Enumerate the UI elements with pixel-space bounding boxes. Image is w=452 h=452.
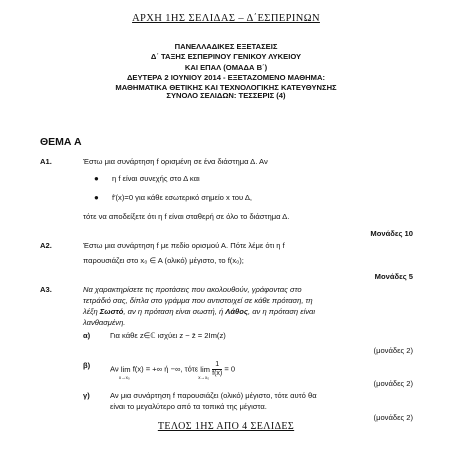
item-label-beta: β)	[83, 361, 91, 370]
limit-symbol: lim	[200, 364, 210, 374]
a3-line-3-part: λέξη	[83, 307, 100, 316]
fraction-numerator: 1	[212, 361, 222, 370]
keyword-wrong: Λάθος	[225, 307, 248, 316]
page-footer: ΤΕΛΟΣ 1ΗΣ ΑΠΟ 4 ΣΕΛΙΔΕΣ	[157, 421, 295, 432]
a3-line-3	[83, 307, 315, 317]
page-top-header: ΑΡΧΗ 1ΗΣ ΣΕΛΙΔΑΣ – Δ΄ΕΣΠΕΡΙΝΩΝ	[132, 13, 320, 24]
exam-header-line: ΜΑΘΗΜΑΤΙΚΑ ΘΕΤΙΚΗΣ ΚΑΙ ΤΕΧΝΟΛΟΓΙΚΗΣ ΚΑΤΕΥΘΥΝΣΗΣ	[115, 82, 337, 92]
a3-line-3-part: , αν η πρόταση είναι	[247, 307, 316, 316]
a1-bullet-2	[112, 193, 252, 203]
exam-header-line: ΣΥΝΟΛΟ ΣΕΛΙΔΩΝ: ΤΕΣΣΕΡΙΣ (4)	[166, 90, 286, 100]
a1-bullet-2-text: για κάθε εσωτερικό σημείο x του Δ,	[133, 193, 253, 202]
section-title: ΘΕΜΑ Α	[40, 136, 82, 148]
item-beta-marks: (μονάδες 2)	[373, 379, 413, 388]
a1-conclusion: τότε να αποδείξετε ότι η f είναι σταθερή σε όλο το διάστημα Δ.	[83, 212, 290, 221]
a3-line-1: Να χαρακτηρίσετε τις προτάσεις που ακολουθούν, γράφοντας στο	[83, 285, 302, 294]
exam-header-line: ΚΑΙ ΕΠΑΛ (ΟΜΑΔΑ Β΄)	[184, 62, 268, 72]
item-label-alpha: α)	[83, 331, 91, 340]
a1-bullet-2-formula: f′(x)=0	[112, 193, 134, 202]
item-gamma-line-2: είναι το μεγαλύτερο από τα τοπικά της μέγιστα.	[110, 402, 267, 411]
a3-line-3-part: , αν η πρόταση είναι σωστή, ή	[123, 307, 226, 316]
a1-bullet-1: η f είναι συνεχής στο Δ και	[112, 174, 200, 183]
bullet-dot-icon: ●	[94, 193, 99, 202]
item-beta-expression: f(x) = +∞ ή −∞, τότε	[132, 364, 199, 374]
a3-line-2: τετράδιό σας, δίπλα στο γράμμα που αντιστοιχεί σε κάθε πρόταση, τη	[83, 296, 313, 305]
exam-header-line: ΠΑΝΕΛΛΑΔΙΚΕΣ ΕΞΕΤΑΣΕΙΣ	[174, 42, 278, 51]
item-alpha-marks: (μονάδες 2)	[373, 346, 413, 355]
exam-header-line: ΔΕΥΤΕΡΑ 2 ΙΟΥΝΙΟΥ 2014 - ΕΞΕΤΑΖΟΜΕΝΟ ΜΑΘΗΜΑ:	[126, 73, 326, 83]
item-beta-result: = 0	[224, 364, 236, 374]
item-gamma-line-1: Αν μια συνάρτηση f παρουσιάζει (ολικό) μέγιστο, τότε αυτό θα	[110, 391, 317, 400]
item-beta-if: Αν	[110, 364, 119, 374]
keyword-correct: Σωστό	[99, 307, 124, 316]
a3-line-4: λανθασμένη.	[83, 318, 126, 327]
limit-subscript: x→x₀	[118, 374, 130, 380]
a1-intro: Έστω μια συνάρτηση f ορισμένη σε ένα διάστημα Δ. Αν	[83, 157, 268, 166]
item-gamma-marks: (μονάδες 2)	[373, 413, 413, 422]
fraction-denominator: f(x)	[212, 370, 223, 377]
fraction	[212, 361, 222, 378]
limit-symbol: lim	[120, 364, 131, 374]
a1-marks: Μονάδες 10	[370, 229, 413, 238]
a2-line-2: παρουσιάζει στο x₀ ∈ A (ολικό) μέγιστο, το f(x₀);	[83, 256, 244, 265]
question-label-a2: Α2.	[40, 241, 52, 250]
a2-marks: Μονάδες 5	[374, 272, 413, 281]
limit-subscript: x→x₀	[198, 374, 210, 380]
a2-line-1: Έστω μια συνάρτηση f με πεδίο ορισμού Α. Πότε λέμε ότι η f	[83, 241, 285, 250]
item-beta-formula	[110, 361, 235, 378]
exam-header-block	[40, 42, 412, 100]
item-alpha-text: Για κάθε z∈ℂ ισχύει z − z̄ = 2Im(z)	[110, 331, 226, 340]
limit-operator	[198, 364, 210, 380]
question-label-a1: Α1.	[40, 157, 52, 166]
limit-operator	[118, 364, 131, 380]
question-label-a3: Α3.	[40, 285, 52, 294]
bullet-dot-icon: ●	[94, 174, 99, 183]
exam-header-line: Δ΄ ΤΑΞΗΣ ΕΣΠΕΡΙΝΟΥ ΓΕΝΙΚΟΥ ΛΥΚΕΙΟΥ	[150, 52, 302, 62]
item-label-gamma: γ)	[83, 391, 90, 400]
